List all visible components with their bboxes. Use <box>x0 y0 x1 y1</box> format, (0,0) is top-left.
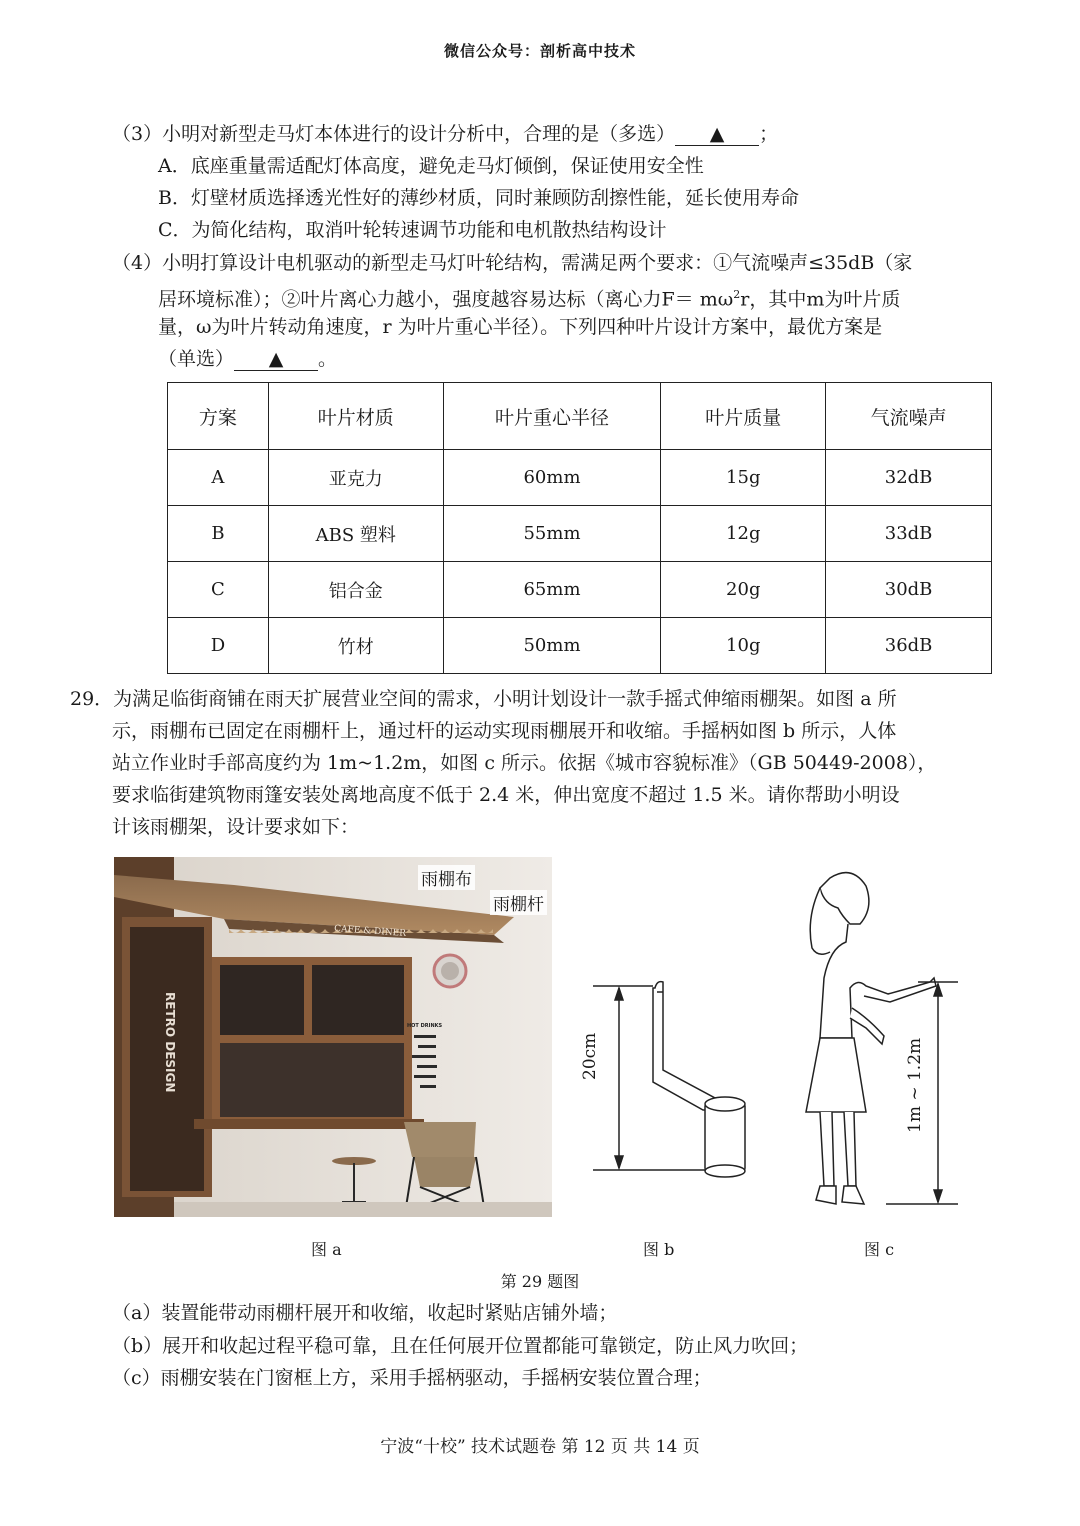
q29-line-5: 计该雨棚架，设计要求如下： <box>112 816 360 838</box>
table-header-cell: 叶片材质 <box>268 383 443 450</box>
figure-c-standing-person-drawing <box>790 868 960 1213</box>
label-awning-cloth: 雨棚布 <box>418 865 475 890</box>
q4-superscript: 2 <box>733 288 741 301</box>
table-cell: 10g <box>661 618 826 674</box>
q4-line-2 <box>158 282 900 312</box>
table-cell: 竹材 <box>268 618 443 674</box>
awning-text: CAFE & DINER <box>333 924 407 940</box>
table-row <box>168 450 992 506</box>
table-header-row <box>168 383 992 450</box>
figure-b-crank-handle-drawing <box>575 970 775 1185</box>
table-header-cell: 方案 <box>168 383 269 450</box>
table-cell: 60mm <box>443 450 661 506</box>
requirement-b: （b）展开和收起过程平稳可靠，且在任何展开位置都能可靠锁定，防止风力吹回； <box>112 1335 809 1357</box>
q4-line-2-text: 居环境标准）；②叶片离心力越小，强度越容易达标（离心力F＝ mω <box>158 288 734 311</box>
q3-answer-blank: ▲ <box>675 123 759 146</box>
table-cell: C <box>168 562 269 618</box>
table-cell: B <box>168 506 269 562</box>
table-header-cell: 气流噪声 <box>826 383 992 450</box>
menu-title-text: HOT DRINKS <box>407 1023 443 1029</box>
q29-line-4: 要求临街建筑物雨篷安装处离地高度不低于 2.4 米，伸出宽度不超过 1.5 米。请你帮助小明设 <box>112 784 900 806</box>
q4-line-1: （4）小明打算设计电机驱动的新型走马灯叶轮结构，需满足两个要求：①气流噪声≤35dB（家 <box>112 252 913 274</box>
table-cell: 12g <box>661 506 826 562</box>
table-cell: D <box>168 618 269 674</box>
table-cell: 30dB <box>826 562 992 618</box>
table-cell: 20g <box>661 562 826 618</box>
table-cell: 亚克力 <box>268 450 443 506</box>
table-row <box>168 618 992 674</box>
table-cell: 50mm <box>443 618 661 674</box>
table-header-cell: 叶片质量 <box>661 383 826 450</box>
blade-options-table <box>167 382 992 674</box>
q4-answer-blank: ▲ <box>234 348 318 371</box>
table-cell: 33dB <box>826 506 992 562</box>
q4-line-3: 量，ω为叶片转动角速度，r 为叶片重心半径）。下列四种叶片设计方案中，最优方案是 <box>158 316 883 338</box>
table-header-cell: 叶片重心半径 <box>443 383 661 450</box>
crank-dimension-label: 20cm <box>580 1032 600 1080</box>
caption-figure-a: 图 a <box>311 1240 342 1259</box>
table-cell: 铝合金 <box>268 562 443 618</box>
table-cell: 65mm <box>443 562 661 618</box>
table-cell: 36dB <box>826 618 992 674</box>
figure-a-storefront-photo <box>114 857 552 1217</box>
page-header: 微信公众号：剖析高中技术 <box>443 42 636 60</box>
q3-stem-end: ； <box>759 123 779 145</box>
table-cell: ABS 塑料 <box>268 506 443 562</box>
caption-figure-c: 图 c <box>864 1240 895 1259</box>
requirement-a: （a）装置能带动雨棚杆展开和收缩，收起时紧贴店铺外墙； <box>112 1302 618 1324</box>
table-row <box>168 506 992 562</box>
q3-option-c: C．为简化结构，取消叶轮转速调节功能和电机散热结构设计 <box>158 219 667 241</box>
q3-stem <box>112 121 778 147</box>
table-cell: A <box>168 450 269 506</box>
page-footer: 宁波“十校” 技术试题卷 第 12 页 共 14 页 <box>380 1437 700 1457</box>
q4-line-2-end: r，其中m为叶片质 <box>740 288 901 311</box>
q4-line-4-end: 。 <box>318 348 338 370</box>
hand-height-dimension-label: 1m ~ 1.2m <box>905 1037 925 1133</box>
figure-group-caption: 第 29 题图 <box>500 1272 580 1291</box>
q29-line-3: 站立作业时手部高度约为 1m~1.2m，如图 c 所示。依据《城市容貌标准》（GB 50449-2008）， <box>112 752 937 774</box>
q29-line-1: 29．为满足临街商铺在雨天扩展营业空间的需求，小明计划设计一款手摇式伸缩雨棚架。如图 a 所 <box>70 688 897 710</box>
table-row <box>168 562 992 618</box>
q3-option-b: B．灯壁材质选择透光性好的薄纱材质，同时兼顾防刮擦性能，延长使用寿命 <box>158 187 799 209</box>
caption-figure-b: 图 b <box>643 1240 675 1259</box>
table-cell: 55mm <box>443 506 661 562</box>
retro-sign-text: RETRO DESIGN <box>163 992 177 1093</box>
table-cell: 32dB <box>826 450 992 506</box>
q4-line-4 <box>158 346 337 372</box>
requirement-c: （c）雨棚安装在门窗框上方，采用手摇柄驱动，手摇柄安装位置合理； <box>112 1367 712 1389</box>
q4-line-4-text: （单选） <box>158 348 235 370</box>
label-awning-pole: 雨棚杆 <box>490 890 547 915</box>
table-cell: 15g <box>661 450 826 506</box>
q3-stem-text: （3）小明对新型走马灯本体进行的设计分析中，合理的是（多选） <box>112 123 676 145</box>
q3-option-a: A．底座重量需适配灯体高度，避免走马灯倾倒，保证使用安全性 <box>158 155 704 177</box>
q29-line-2: 示，雨棚布已固定在雨棚杆上，通过杆的运动实现雨棚展开和收缩。手摇柄如图 b 所示，人体 <box>112 720 897 742</box>
